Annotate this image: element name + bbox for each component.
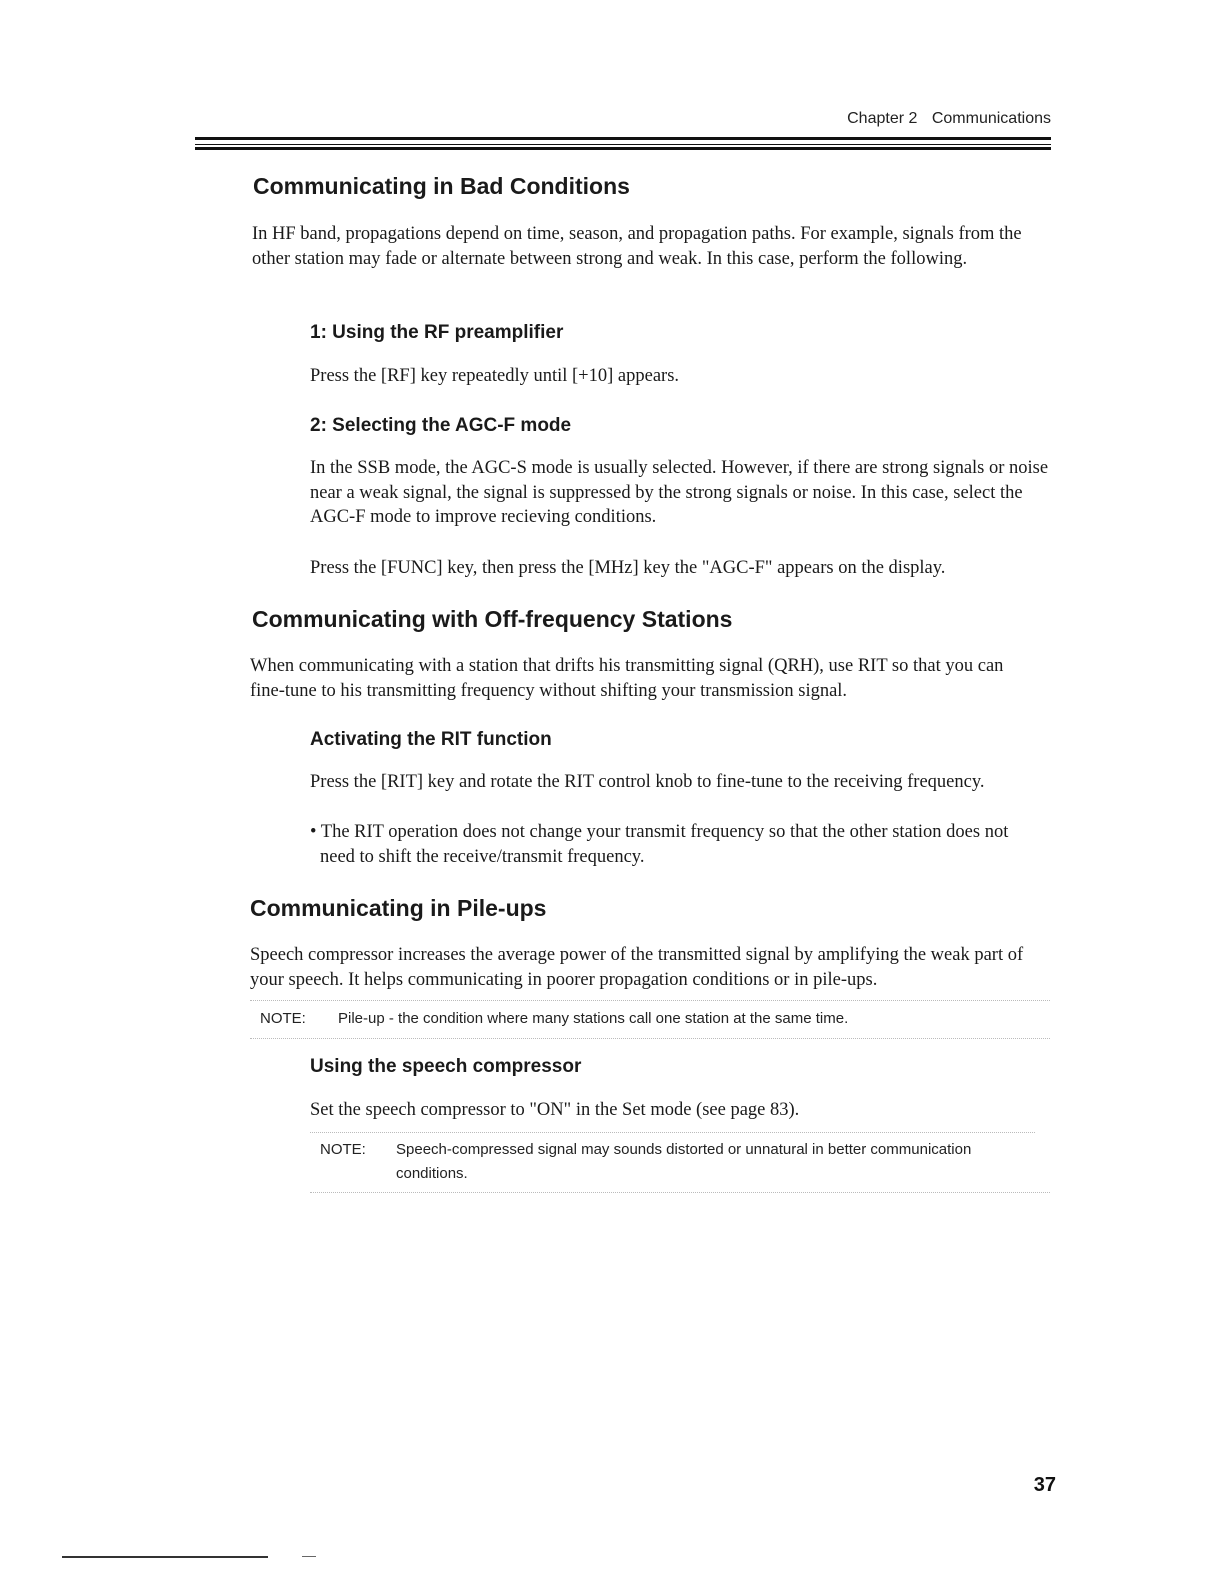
chapter-title: Communications [931,110,1051,127]
paragraph-off-frequency-intro: When communicating with a station that drifts his transmitting signal (QRH), use RIT so that you can fine-tune to his transmitting frequency without shifting your transmission signal. [250,656,1004,701]
note2-border-bottom [310,1192,1050,1193]
section-heading-off-frequency: Communicating with Off-frequency Stations [252,606,733,632]
paragraph-rf-preamplifier: Press the [RF] key repeatedly until [+10] appears. [310,366,680,386]
subheading-rf-preamplifier: 1: Using the RF preamplifier [310,322,564,343]
note-border-top [250,1000,1050,1001]
subheading-rit-function: Activating the RIT function [310,729,552,750]
subheading-speech-compressor: Using the speech compressor [310,1056,582,1077]
subheading-agc-f-mode: 2: Selecting the AGC-F mode [310,415,572,436]
paragraph-rit-function: Press the [RIT] key and rotate the RIT control knob to fine-tune to the receiving frequency. [310,772,985,792]
note2-border-top [310,1132,1035,1133]
scan-edge-mark-small [302,1556,316,1557]
header-rule-top [195,137,1051,140]
paragraph-speech-compressor: Set the speech compressor to "ON" in the Set mode (see page 83). [310,1100,800,1120]
paragraph-bad-conditions-intro: In HF band, propagations depend on time, season, and propagation paths. For example, signals from the other station may fade or alternate between strong and weak. In this case, perform the following. [252,224,1022,269]
paragraph-agc-f-keys: Press the [FUNC] key, then press the [MHz] key the "AGC-F" appears on the display. [310,558,946,578]
note2-text: Speech-compressed signal may sounds distorted or unnatural in better communication conditions. [396,1141,972,1182]
paragraph-agc-f-mode: In the SSB mode, the AGC-S mode is usually selected. However, if there are strong signals or noise near a weak signal, the signal is suppressed by the strong signals or noise. In this case, select the AGC-F mode to improve recieving conditions. [310,458,1049,527]
header-rule-bottom [195,147,1051,150]
header-rule-middle [195,144,1051,145]
running-header [847,110,1051,128]
note-speech-compressor [320,1138,1040,1186]
bullet-rit-operation: • The RIT operation does not change your transmit frequency so that the other station does not need to shift the receive/transmit frequency. [310,822,1009,867]
note-pile-up [260,1007,1040,1031]
note-border-bottom [250,1038,1050,1039]
scan-edge-mark [62,1556,268,1558]
page-number: 37 [1033,1474,1056,1496]
note-label: NOTE: [260,1010,306,1027]
paragraph-pile-ups-intro: Speech compressor increases the average power of the transmitted signal by amplifying the weak part of your speech. It helps communicating in poorer propagation conditions or in pile-ups. [250,945,1024,990]
section-heading-bad-conditions: Communicating in Bad Conditions [253,173,630,199]
chapter-label: Chapter 2 [847,110,918,127]
section-heading-pile-ups: Communicating in Pile-ups [250,895,547,921]
note-text: Pile-up - the condition where many stations call one station at the same time. [338,1010,849,1027]
note2-label: NOTE: [320,1141,366,1158]
